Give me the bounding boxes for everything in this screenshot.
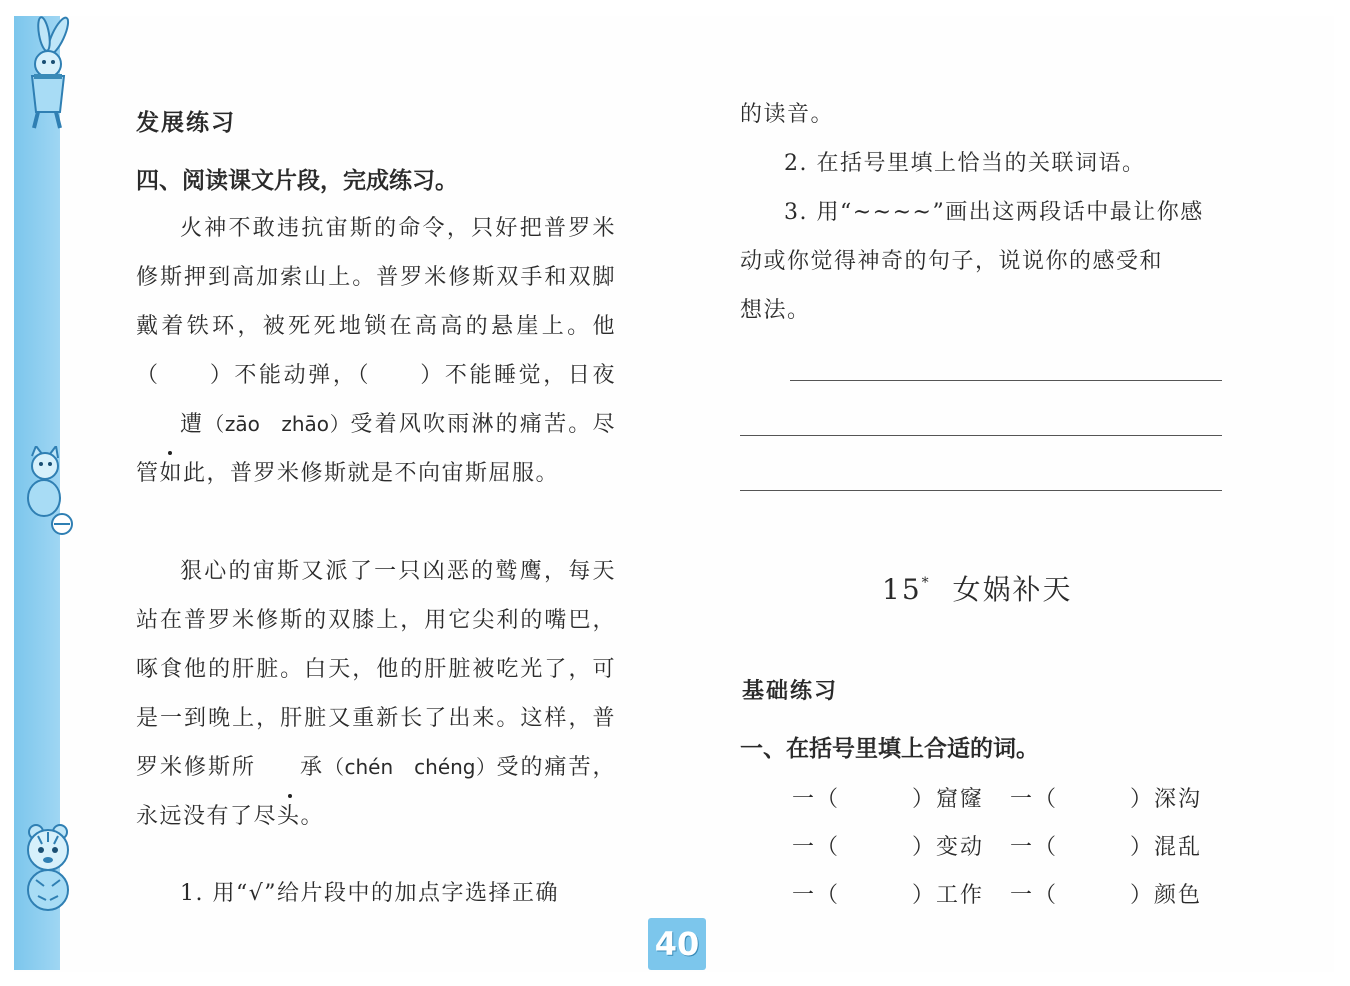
passage-paragraph-2	[136, 547, 616, 841]
section-title-basic: 基础练习	[742, 679, 839, 704]
passage-text: 受的痛苦，永远没有了尽头。	[136, 755, 616, 829]
dotted-character: 承	[256, 743, 324, 792]
lesson-optional-mark: *	[921, 575, 931, 591]
fill-blank-item: 一（ ）深沟	[1010, 787, 1203, 812]
passage-paragraph-1	[136, 204, 616, 498]
question-3-line-1: 3. 用“~~~~”画出这两段话中最让你感	[784, 200, 1204, 225]
fill-blank-item: 一（ ）工作	[792, 883, 985, 908]
question-3-line-3: 想法。	[740, 298, 811, 323]
fill-blank-item: 一（ ）颜色	[1010, 883, 1203, 908]
question-1-text: 1. 用“√”给片段中的加点字选择正确	[180, 881, 559, 906]
fill-blank-item: 一（ ）混乱	[1010, 835, 1203, 860]
passage-text: 狠心的宙斯又派了一只凶恶的鹫鹰，每天站在普罗米修斯的双膝上，用它尖利的嘴巴，啄食他的肝脏。白天，他的肝脏被吃光了，可是一到晚上，肝脏又重新长了出来。这样，普罗米修斯所	[136, 559, 616, 780]
question-4-heading: 四、阅读课文片段，完成练习。	[136, 168, 458, 194]
tiger-icon	[14, 820, 78, 914]
question-1-continuation: 的读音。	[740, 102, 835, 127]
page-number: 40	[648, 918, 706, 970]
fill-blank-item: 一（ ）窟窿	[792, 787, 985, 812]
question-3-line-2: 动或你觉得神奇的句子，说说你的感受和	[740, 249, 1164, 274]
lesson-title	[882, 568, 1072, 608]
dotted-character: 遭	[136, 400, 204, 449]
lesson-name: 女娲补天	[952, 573, 1073, 606]
question-1-heading: 一、在括号里填上合适的词。	[740, 736, 1039, 762]
cat-icon	[14, 446, 74, 538]
fill-blank-item: 一（ ）变动	[792, 835, 985, 860]
pinyin-choice: （chén chéng）	[323, 755, 497, 779]
passage-text: 受着风吹雨淋的痛苦。尽管如此，普罗米修斯就是不向宙斯屈服。	[136, 412, 616, 486]
answer-line	[740, 435, 1222, 436]
lesson-number: 15	[882, 573, 922, 606]
rabbit-icon	[14, 16, 84, 134]
pinyin-choice: （zāo zhāo）	[203, 412, 351, 436]
section-title-development: 发展练习	[136, 110, 236, 136]
question-2-text: 2. 在括号里填上恰当的关联词语。	[784, 151, 1146, 176]
answer-line	[740, 490, 1222, 491]
answer-line	[790, 380, 1222, 381]
passage-text: 火神不敢违抗宙斯的命令，只好把普罗米修斯押到高加索山上。普罗米修斯双手和双脚戴着铁环，被死死地锁在高高的悬崖上。他（ ）不能动弹，（ ）不能睡觉，日夜	[136, 216, 616, 388]
